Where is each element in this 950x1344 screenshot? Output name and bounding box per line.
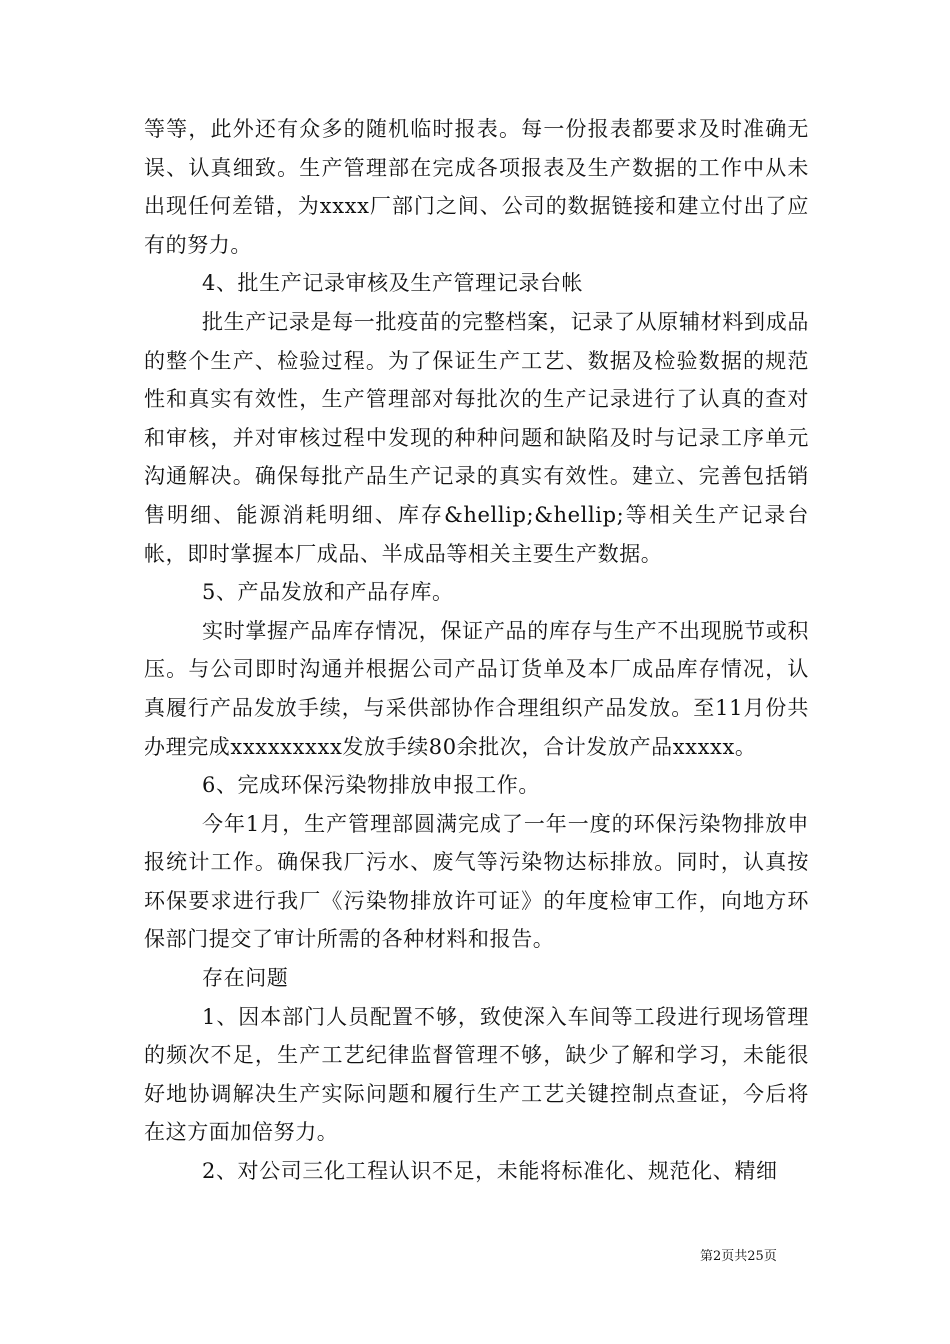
paragraph-10: 2、对公司三化工程认识不足，未能将标准化、规范化、精细	[202, 1159, 778, 1184]
paragraph-1: 等等，此外还有众多的随机临时报表。每一份报表都要求及时准确无误、认真细致。生产管理部在完成各项报表及生产数据的工作中从未出现任何差错，为xxxx厂部门之间、公司的数据链接和建立付出了应有的努力。	[144, 117, 809, 257]
section-heading-issues: 存在问题	[202, 966, 289, 991]
paragraph-5: 实时掌握产品库存情况，保证产品的库存与生产不出现脱节或积压。与公司即时沟通并根据公司产品订货单及本厂成品库存情况，认真履行产品发放手续，与采供部协作合理组织产品发放。至11月份共办理完成xxxxxxxxx发放手续80余批次，合计发放产品xxxxx。	[144, 618, 809, 759]
section-heading-4: 4、批生产记录审核及生产管理记录台帐	[202, 271, 584, 296]
paragraph-7: 今年1月，生产管理部圆满完成了一年一度的环保污染物排放申报统计工作。确保我厂污水、废气等污染物达标排放。同时，认真按环保要求进行我厂《污染物排放许可证》的年度检审工作，向地方环保部门提交了审计所需的各种材料和报告。	[144, 811, 809, 952]
section-heading-5: 5、产品发放和产品存库。	[202, 580, 454, 605]
paragraph-9: 1、因本部门人员配置不够，致使深入车间等工段进行现场管理的频次不足，生产工艺纪律监督管理不够，缺少了解和学习，未能很好地协调解决生产实际问题和履行生产工艺关键控制点查证，今后将在这方面加倍努力。	[144, 1004, 809, 1145]
section-heading-6: 6、完成环保污染物排放申报工作。	[202, 773, 540, 798]
document-body	[144, 110, 809, 1191]
paragraph-3: 批生产记录是每一批疫苗的完整档案，记录了从原辅材料到成品的整个生产、检验过程。为了保证生产工艺、数据及检验数据的规范性和真实有效性，生产管理部对每批次的生产记录进行了认真的查对和审核，并对审核过程中发现的种种问题和缺陷及时与记录工序单元沟通解决。确保每批产品生产记录的真实有效性。建立、完善包括销售明细、能源消耗明细、库存&hellip;&hellip;等相关生产记录台帐，即时掌握本厂成品、半成品等相关主要生产数据。	[144, 309, 809, 566]
page-number: 第2页共25页	[700, 1249, 777, 1264]
